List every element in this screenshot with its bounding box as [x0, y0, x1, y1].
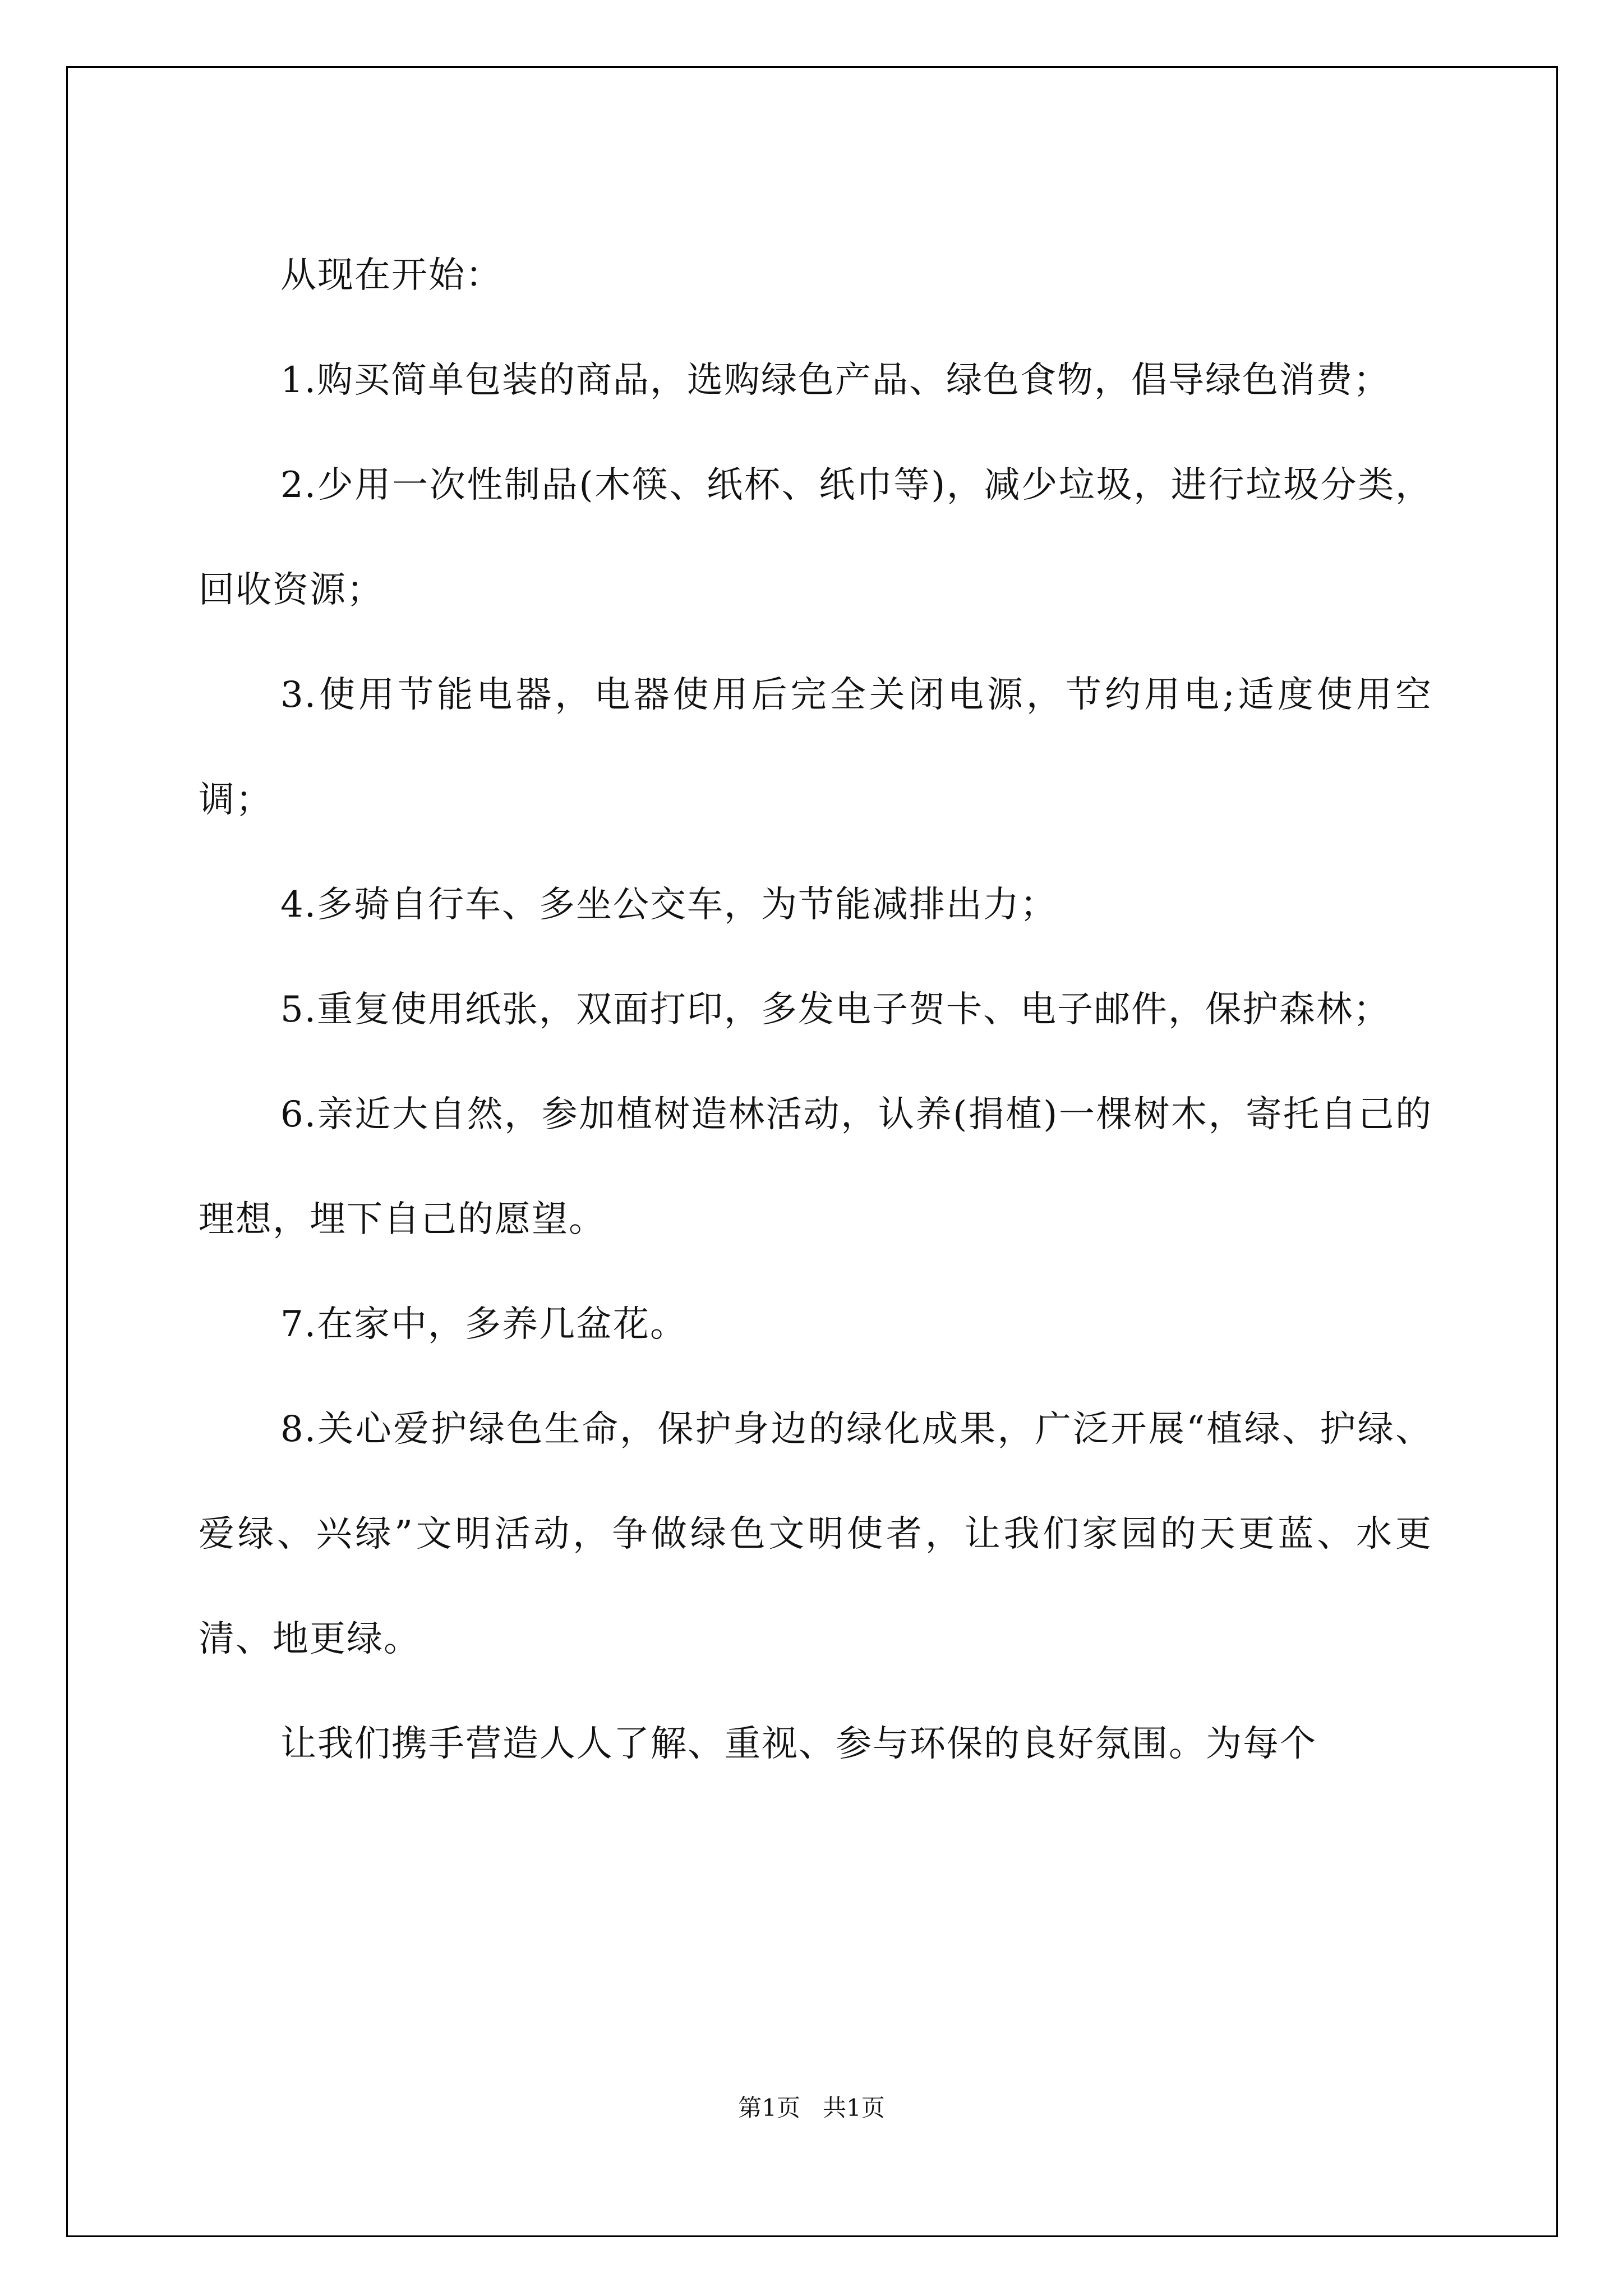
- paragraph-closing: 让我们携手营造人人了解、重视、参与环保的良好氛围。为每个: [280, 1723, 1317, 1765]
- body-text: [199, 223, 1432, 1797]
- paragraph-item-2: 2.少用一次性制品(木筷、纸杯、纸巾等)，减少垃圾，进行垃圾分类，回收资源；: [199, 464, 1432, 611]
- paragraph-item-6: 6.亲近大自然，参加植树造林活动，认养(捐植)一棵树木，寄托自己的理想，埋下自己的愿望。: [199, 1094, 1432, 1240]
- paragraph-intro: 从现在开始：: [280, 255, 502, 296]
- page-number-footer: 第1页 共1页: [738, 2094, 885, 2122]
- paragraph-item-3: 3.使用节能电器，电器使用后完全关闭电源，节约用电;适度使用空调；: [199, 674, 1432, 821]
- paragraph-item-8: 8.关心爱护绿色生命，保护身边的绿化成果，广泛开展“植绿、护绿、爱绿、兴绿”文明活动，争做绿色文明使者，让我们家园的天更蓝、水更清、地更绿。: [199, 1409, 1432, 1660]
- paragraph-item-7: 7.在家中，多养几盆花。: [280, 1304, 688, 1345]
- paragraph-item-1: 1.购买简单包装的商品，选购绿色产品、绿色食物，倡导绿色消费；: [280, 360, 1391, 401]
- paragraph-item-5: 5.重复使用纸张，双面打印，多发电子贺卡、电子邮件，保护森林；: [280, 989, 1391, 1030]
- paragraph-item-4: 4.多骑自行车、多坐公交车，为节能减排出力；: [280, 884, 1058, 926]
